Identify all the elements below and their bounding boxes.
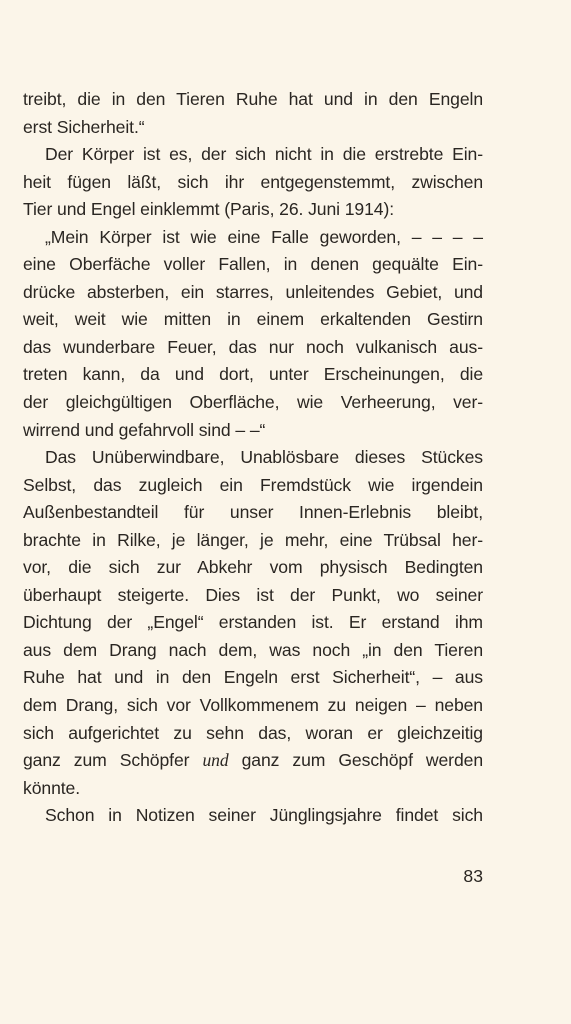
- page-number: 83: [463, 866, 483, 886]
- text-line: treten kann, da und dort, unter Erscheinungen, die: [23, 364, 483, 385]
- body-text: [23, 86, 483, 830]
- text-line: Schon in Notizen seiner Jünglingsjahre findet sich: [45, 805, 483, 826]
- text-line: weit, weit wie mitten in einem erkaltenden Gestirn: [23, 309, 483, 330]
- text-segment: ganz zum Schöpfer: [23, 750, 203, 771]
- text-line: Tier und Engel einklemmt (Paris, 26. Juni 1914):: [23, 199, 395, 220]
- text-line: Selbst, das zugleich ein Fremdstück wie irgendein: [23, 474, 483, 495]
- text-line: Außenbestandteil für unser Innen-Erlebnis bleibt,: [23, 502, 483, 523]
- text-line: [23, 747, 483, 775]
- text-line: überhaupt steigerte. Dies ist der Punkt, wo seiner: [23, 584, 483, 605]
- text-line: eine Oberfäche voller Fallen, in denen gequälte Ein-: [23, 254, 483, 275]
- text-line: das wunderbare Feuer, das nur noch vulkanisch aus-: [23, 336, 483, 357]
- text-line: Ruhe hat und in den Engeln erst Sicherheit“, – aus: [23, 667, 483, 688]
- text-line: brachte in Rilke, je länger, je mehr, eine Trübsal her-: [23, 529, 483, 550]
- text-line: heit fügen läßt, sich ihr entgegenstemmt, zwischen: [23, 171, 483, 192]
- text-line: dem Drang, sich vor Vollkommenem zu neigen – neben: [23, 695, 483, 716]
- text-line: „Mein Körper ist wie eine Falle geworden, – – – –: [45, 226, 483, 247]
- italic-word: und: [202, 750, 229, 771]
- text-line: Der Körper ist es, der sich nicht in die erstrebte Ein-: [45, 144, 483, 165]
- text-line: Das Unüberwindbare, Unablösbare dieses Stückes: [45, 447, 483, 468]
- text-line: der gleichgültigen Oberfläche, wie Verheerung, ver-: [23, 392, 483, 413]
- text-line: könnte.: [23, 777, 81, 798]
- text-line: Dichtung der „Engel“ erstanden ist. Er erstand ihm: [23, 612, 483, 633]
- text-line: erst Sicherheit.“: [23, 116, 145, 137]
- text-segment: ganz zum Geschöpf werden: [228, 750, 484, 771]
- text-line: vor, die sich zur Abkehr vom physisch Bedingten: [23, 557, 483, 578]
- text-line: wirrend und gefahrvoll sind – –“: [23, 419, 266, 440]
- text-line: drücke absterben, ein starres, unleitendes Gebiet, und: [23, 281, 483, 302]
- text-line: treibt, die in den Tieren Ruhe hat und in den Engeln: [23, 89, 483, 109]
- text-line: aus dem Drang nach dem, was noch „in den Tieren: [23, 639, 483, 660]
- text-line: sich aufgerichtet zu sehn das, woran er gleichzeitig: [23, 722, 483, 743]
